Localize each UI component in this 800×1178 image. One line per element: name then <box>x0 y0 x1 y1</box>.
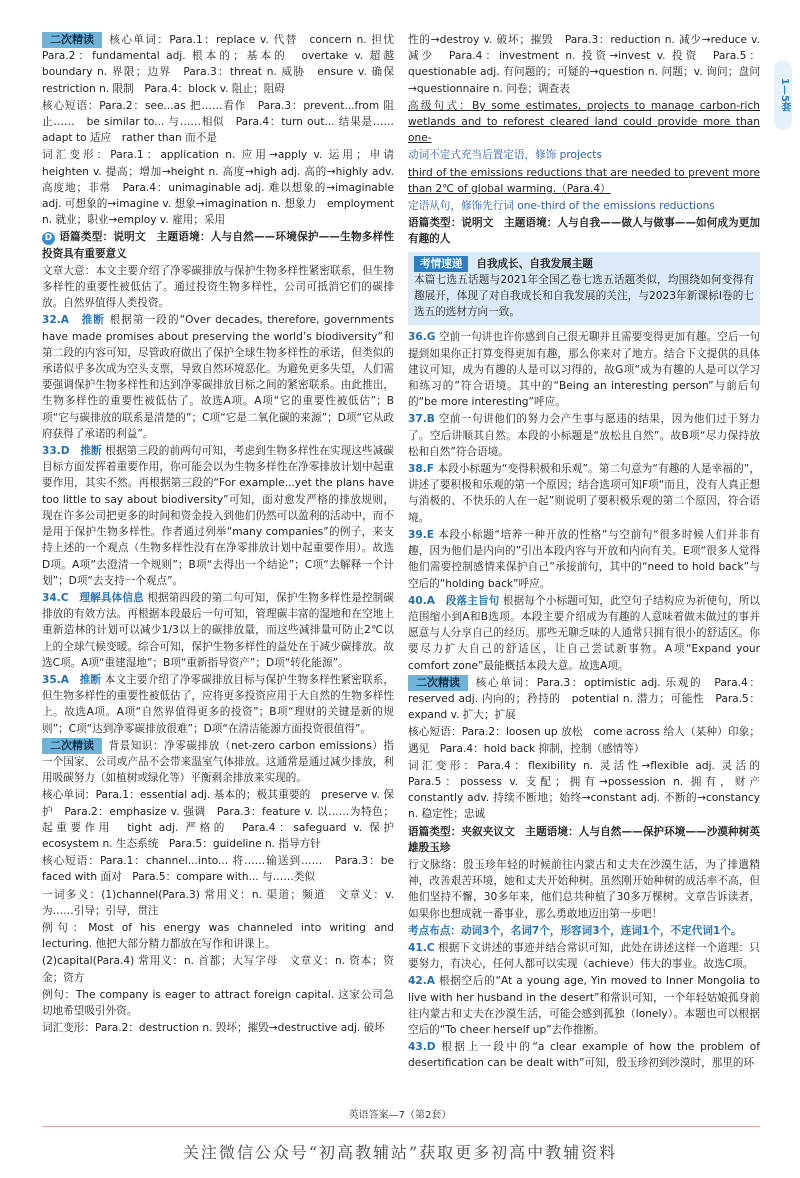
answer-text: 本段小标题为“变得积极和乐观”。第二句意为“有趣的人是幸福的”，讲述了要积极和乐观的第一个原因；结合选项可知F项“而且，没有人真正想与消极的、不快乐的人在一起”则说明了要积极乐观的第二个原因，符合语境。 <box>408 463 760 524</box>
exam-info-text: 本篇七选五话题与2021年全国乙卷七选五话题类似，均围绕如何变得有趣展开，体现了对自我成长和自我发展的关注，与2023年新课标Ⅰ卷的七选五的选材方向一致。 <box>414 273 754 319</box>
answer-label: 39.E <box>408 528 435 541</box>
passage-type: 语篇类型：说明文 主题语境：人与自然——环境保护——生物多样性投资具有重要意义 <box>42 231 394 260</box>
advanced-sentence: 高级句式：By some estimates, projects to manage carbon-rich wetlands and to reforest cleared land could provide more than one- <box>408 99 760 145</box>
word-forms: 词汇变形：Para.4：flexibility n. 灵活性→flexible adj. 灵活的 Para.5：possess v. 支配；拥有→possession n. 拥有，财产 constantly adv. 持续不断地；始终→constant adj. 不断的→constancy n. 稳定性；忠诚 <box>408 759 771 821</box>
answer-label: 34.C 理解具体信息 <box>42 591 144 604</box>
answer-label: 32.A 推断 <box>42 314 106 327</box>
word-forms-cont: 性的→destroy v. 破坏；摧毁 Para.3：reduction n. 减少→reduce v. 减少 Para.4：investment n. 投资→invest v. 投资 Para.5：questionable adj. 有问题的；可疑的→question n. 问题；v. 询问；盘问→questionnaire n. 问卷；调查表 <box>408 34 760 95</box>
passage-d-badge: D <box>42 232 55 245</box>
answer-label: 35.A 推断 <box>42 673 102 686</box>
page-footer: 英语答案—7（第2套） <box>348 1110 452 1121</box>
passage-outline: 行文脉络：殷玉珍年轻的时候前往内蒙古和丈夫在沙漠生活，为了排遣精神，改善艰苦环境，她和丈夫开始种树。虽然刚开始种树的成活率不高，但他们坚持不懈，30多年来，他们总共种植了30多万棵树。文章告诉读者，如果你也想成就一番事业，那么勇敢地迈出第一步吧！ <box>408 858 760 920</box>
passage-summary: 文章大意：本文主要介绍了净零碳排放与保护生物多样性紧密联系，但生物多样性的重要性被低估了。通过投资生物多样性，公司可抵消它们的碳排放。自然界值得人类投资。 <box>42 264 394 310</box>
answer-text: 空前一句讲也许你感到自己很无聊并且需要变得更加有趣。空后一句提到如果你正打算变得更加有趣，那么你来对了地方。结合下文提供的具体建议可知，成为有趣的人是可以习得的，故G项“成为有趣的人是可以学习和练习的”符合语境。其中的“Being an interesting person”与前后句的“be more interesting”呼应。 <box>408 331 760 409</box>
right-column <box>408 32 771 1073</box>
answer-text: 空前一句讲他们的努力会产生事与愿违的结果，因为他们过于努力了。空后讲顺其自然。本段的小标题是“放松且自然”。故B项“尽力保持放松和自然”符合语境。 <box>408 413 760 458</box>
word-forms: 词汇变形：Para.2：destruction n. 毁坏；摧毁→destructive adj. 破坏 <box>42 1022 385 1035</box>
core-phrases: 核心短语：Para.2：see...as 把……看作 Para.3：prevent...from 阻止…… be similar to... 与……相似 Para.4：turn out... 结果是…… adapt to 适应 rather than 而不是 <box>42 99 405 145</box>
answer-label: 37.B <box>408 413 435 426</box>
handwritten-note: 定语从句，修饰先行词 one-third of the emissions reductions <box>408 200 715 213</box>
answer-text: 根据空后的“At a young age, Yin moved to Inner Mongolia to live with her husband in the desert”和常识可知，一个年轻姑娘孤身前往内蒙古和丈夫在沙漠生活，可能会感到孤独（lonely）。本题也可以根据空后的“To cheer herself up”去作推断。 <box>408 975 761 1036</box>
answer-text: 根据每个小标题可知，此空句子结构应为祈使句，所以范围缩小到A和B选项。本段主要介绍成为有趣的人意味着做未做过的事并愿意与人分享自己的经历。那些无聊乏味的人通常只拥有很小的舒适区。你要尽力扩大自己的舒适区，让自己尝试新事物。A项“Expand your comfort zone”最能概括本段大意。故选A项。 <box>408 594 761 672</box>
example-sentence: 例句：Most of his energy was channeled into writing and lecturing. 他把大部分精力都放在写作和讲课上。 <box>42 921 394 951</box>
core-words: 核心单词：Para.1：replace v. 代替 concern n. 担忧 Para.2：fundamental adj. 根本的；基本的 overtake v. 超越 boundary n. 界限；边界 Para.3：threat n. 威胁 ensure v. 确保 restriction n. 限制 Para.4：block v. 阻止；阻碍 <box>42 34 405 95</box>
section-header: 二次精读 <box>42 32 102 48</box>
advanced-sentence-cont: third of the emissions reductions that are needed to prevent more than 2℃ of global warming.（Para.4） <box>408 166 760 195</box>
answer-label: 33.D 推断 <box>42 445 102 458</box>
example-sentence: 例句：The company is eager to attract foreign capital. 这家公司急切地希望吸引外资。 <box>42 988 394 1017</box>
polysemy: (2)capital(Para.4) 常用义：n. 首都；大写字母 文章义：n. 资本；资金；资方 <box>42 955 394 984</box>
footer-divider <box>42 1126 760 1127</box>
answer-text: 本文主要介绍了净零碳排放目标与保护生物多样性紧密联系，但生物多样性的重要性被低估了，应将更多投资应用于大自然的生物多样性上。故选A项。A项“自然界值得更多的投资”；B项“理财的关键是新的规则”；C项“达到净零碳排放很难”；D项“在清洁能源方面投资很值得”。 <box>42 673 395 735</box>
answer-text: 根据第一段的“Over decades, therefore, governments have made promises about preserving the world’s biodiversity”和第二段的内容可知，尽管政府做出了保护全球生物多样性的承诺，但类似的承诺似乎多次成为空头支票，导致自然环境恶化。为避免更多失望，人们需要强调保护生物多样性和达到净零碳排放目标之间的紧密联系。由此推出，生物多样性的重要性被低估了。故选A项。A项“它的重要性被低估”；B项“它与碳排放的联系是清楚的”；C项“它是二氧化碳的来源”；D项“它从政府获得了承诺的利益”。 <box>42 314 395 440</box>
left-column <box>42 32 405 1037</box>
background-knowledge: 背景知识：净零碳排放（net-zero carbon emissions）指一个国家、公司或产品不会带来温室气体排放。这通常是通过减少排放，利用吸碳努力（如植树或绿化等）平衡剩余排放来实现的。 <box>42 739 394 785</box>
answer-text: 本段小标题“培养一种开放的性格”与空前句“很多时候人们并非有趣，因为他们是内向的”引出本段内容与开放和内向有关。E项“很多人觉得他们需要控制感情来保护自己”承接前句，其中的“need to hold back”与空后的“holding back”呼应。 <box>408 528 760 590</box>
core-words: 核心单词：Para.1：essential adj. 基本的；极其重要的 preserve v. 保护 Para.2：emphasize v. 强调 Para.3：feature v. 以……为特色；起重要作用 tight adj. 严格的 Para.4：safeguard v. 保护 ecosystem n. 生态系统 Para.5：guideline n. 指导方针 <box>42 789 405 850</box>
passage-type: 语篇类型：说明文 主题语境：人与自我——做人与做事——如何成为更加有趣的人 <box>408 217 760 246</box>
core-phrases: 核心短语：Para.1：channel...into... 将……输送到…… Para.3：be faced with 面对 Para.5：compare with... 与……类似 <box>42 855 394 884</box>
side-tab: 1—5套 <box>774 60 792 130</box>
answer-text: 根据下文讲述的事迹并结合常识可知，此处在讲述这样一个道理：只要努力，有决心，任何人都可以实现（achieve）伟大的事业。故选C项。 <box>408 941 760 971</box>
answer-label: 41.C <box>408 941 435 954</box>
core-words: 核心单词：Para.3：optimistic adj. 乐观的 Para.4：reserved adj. 内向的；矜持的 potential n. 潜力；可能性 Para.5：expand v. 扩大；扩展 <box>408 676 760 722</box>
polysemy: 一词多义：(1)channel(Para.3) 常用义：n. 渠道；频道 文章义：v. 为……引导；引导，贯注 <box>42 888 394 917</box>
exam-info-tag: 考情速递 <box>414 256 468 272</box>
word-forms: 词汇变形：Para.1：application n. 应用→apply v. 运用；申请 heighten v. 提高；增加→height n. 高度→high adj. 高的→highly adv. 高度地；非常 Para.4：unimaginable adj. 难以想象的→imaginable adj. 可想象的→imagine v. 想象→imagination n. 想象力 employment n. 就业；职业→employ v. 雇用；采用 <box>42 149 405 227</box>
answer-text: 根据上一段中的“a clear example of how the problem of desertification can be dealt with”可知，殷玉珍初到沙漠时，那里的环 <box>408 1041 760 1070</box>
promo-footer: 关注微信公众号“初高教辅站”获取更多初高中教辅资料 <box>182 1143 618 1162</box>
section-header: 二次精读 <box>408 675 468 691</box>
section-header: 二次精读 <box>42 738 102 754</box>
handwritten-note: 动词不定式充当后置定语，修饰 projects <box>408 149 602 162</box>
answer-text: 根据第四段的第二句可知，保护生物多样性是控制碳排放的有效方法。再根据本段最后一句可知，管理碳丰富的湿地和在空地上重新造林的计划可以减少1/3以上的碳排放量，而这些减排量可防止2℃以上的全球气候变暖。综合可知，保护生物多样性的益处在于减少碳排放。故选C项。A项“重建湿地”；B项“重新指导资产”；D项“转化能源”。 <box>42 591 395 669</box>
answer-text: 根据第三段的前两句可知，考虑到生物多样性在实现这些减碳目标方面发挥着重要作用，你可能会以为生物多样性在净零排放计划中起重要作用，其实不然。再根据第三段的“For example...yet the plans have too little to say about biodiversity”可知，面对愈发严格的排放规则，现在许多公司把更多的时间和资金投入到他们仍然可以盈利的活动中，而不是用于保护生物多样性。作者通过列举“many companies”的例子，来支持上述的一个观点（生物多样性没有在净零排放计划中起重要作用）。故选D项。A项“去澄清一个规则”；B项“去得出一个结论”；C项“去解释一个计划”；D项“去支持一个观点”。 <box>42 445 395 587</box>
answer-label: 40.A 段落主旨句 <box>408 594 500 607</box>
exam-info-box <box>408 252 760 326</box>
test-points: 考点布点：动词3个，名词7个，形容词3个，连词1个，不定代词1个。 <box>408 924 742 937</box>
core-phrases: 核心短语：Para.2：loosen up 放松 come across 给人（某种）印象；遇见 Para.4：hold back 抑制，控制（感情等） <box>408 726 760 755</box>
answer-label: 38.F <box>408 463 435 476</box>
answer-label: 36.G <box>408 331 436 344</box>
exam-info-title: 自我成长、自我发展主题 <box>476 257 593 270</box>
passage-type: 语篇类型：夹叙夹议文 主题语境：人与自然——保护环境——沙漠种树英雄殷玉珍 <box>408 825 760 854</box>
answer-label: 42.A <box>408 975 435 988</box>
answer-label: 43.D <box>408 1041 436 1054</box>
